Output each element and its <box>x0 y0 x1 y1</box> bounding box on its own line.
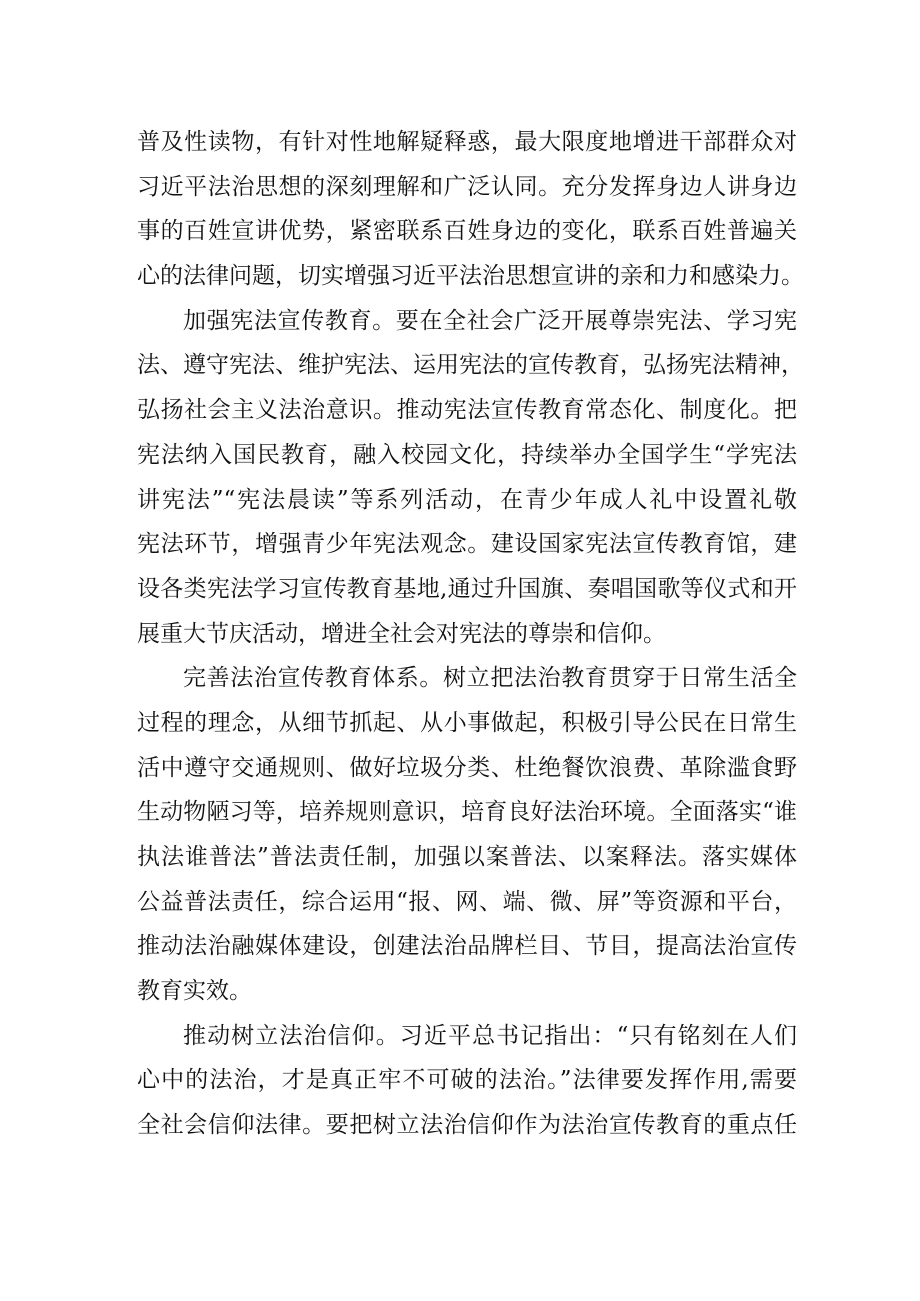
text-line: 习近平法治思想的深刻理解和广泛认同。充分发挥身边人讲身边 <box>137 173 797 200</box>
text-line: 普及性读物，有针对性地解疑释惑，最大限度地增进干部群众对 <box>137 129 797 155</box>
text-line: 教育实效。 <box>137 978 252 1005</box>
text-line: 弘扬社会主义法治意识。推动宪法宣传教育常态化、制度化。把 <box>137 397 797 424</box>
body-text <box>137 120 804 1148</box>
text-line: 宪法环节，增强青少年宪法观念。建设国家宪法宣传教育馆，建 <box>137 531 797 558</box>
paragraph-4 <box>137 1014 797 1148</box>
text-line: 心的法律问题，切实增强习近平法治思想宣讲的亲和力和感染力。 <box>137 263 804 290</box>
text-line: 设各类宪法学习宣传教育基地,通过升国旗、奏唱国歌等仪式和开 <box>137 575 797 602</box>
text-line: 法、遵守宪法、维护宪法、运用宪法的宣传教育，弘扬宪法精神， <box>137 352 804 379</box>
text-line: 讲宪法”“宪法晨读”等系列活动，在青少年成人礼中设置礼敬 <box>137 486 797 513</box>
text-line: 公益普法责任，综合运用“报、网、端、微、屏”等资源和平台， <box>137 888 797 915</box>
text-line: 展重大节庆活动，增进全社会对宪法的尊崇和信仰。 <box>137 620 666 647</box>
text-line: 生动物陋习等，培养规则意识，培育良好法治环境。全面落实“谁 <box>137 799 797 826</box>
text-line: 推动树立法治信仰。习近平总书记指出：“只有铭刻在人们 <box>183 1022 797 1049</box>
text-line: 宪法纳入国民教育，融入校园文化，持续举办全国学生“学宪法 <box>137 441 797 468</box>
text-line: 加强宪法宣传教育。要在全社会广泛开展尊崇宪法、学习宪 <box>183 307 797 334</box>
text-line: 心中的法治，才是真正牢不可破的法治。”法律要发挥作用,需要 <box>137 1067 797 1094</box>
paragraph-3 <box>137 656 797 1014</box>
text-line: 推动法治融媒体建设，创建法治品牌栏目、节目，提高法治宣传 <box>137 933 797 960</box>
paragraph-1 <box>137 120 804 299</box>
paragraph-2 <box>137 299 804 657</box>
text-line: 活中遵守交通规则、做好垃圾分类、杜绝餐饮浪费、革除滥食野 <box>137 754 797 781</box>
text-line: 执法谁普法”普法责任制，加强以案普法、以案释法。落实媒体 <box>137 844 797 870</box>
text-line: 过程的理念，从细节抓起、从小事做起，积极引导公民在日常生 <box>137 709 797 736</box>
text-line: 完善法治宣传教育体系。树立把法治教育贯穿于日常生活全 <box>183 665 797 692</box>
text-line: 全社会信仰法律。要把树立法治信仰作为法治宣传教育的重点任 <box>137 1112 797 1139</box>
text-line: 事的百姓宣讲优势，紧密联系百姓身边的变化，联系百姓普遍关 <box>137 218 797 245</box>
